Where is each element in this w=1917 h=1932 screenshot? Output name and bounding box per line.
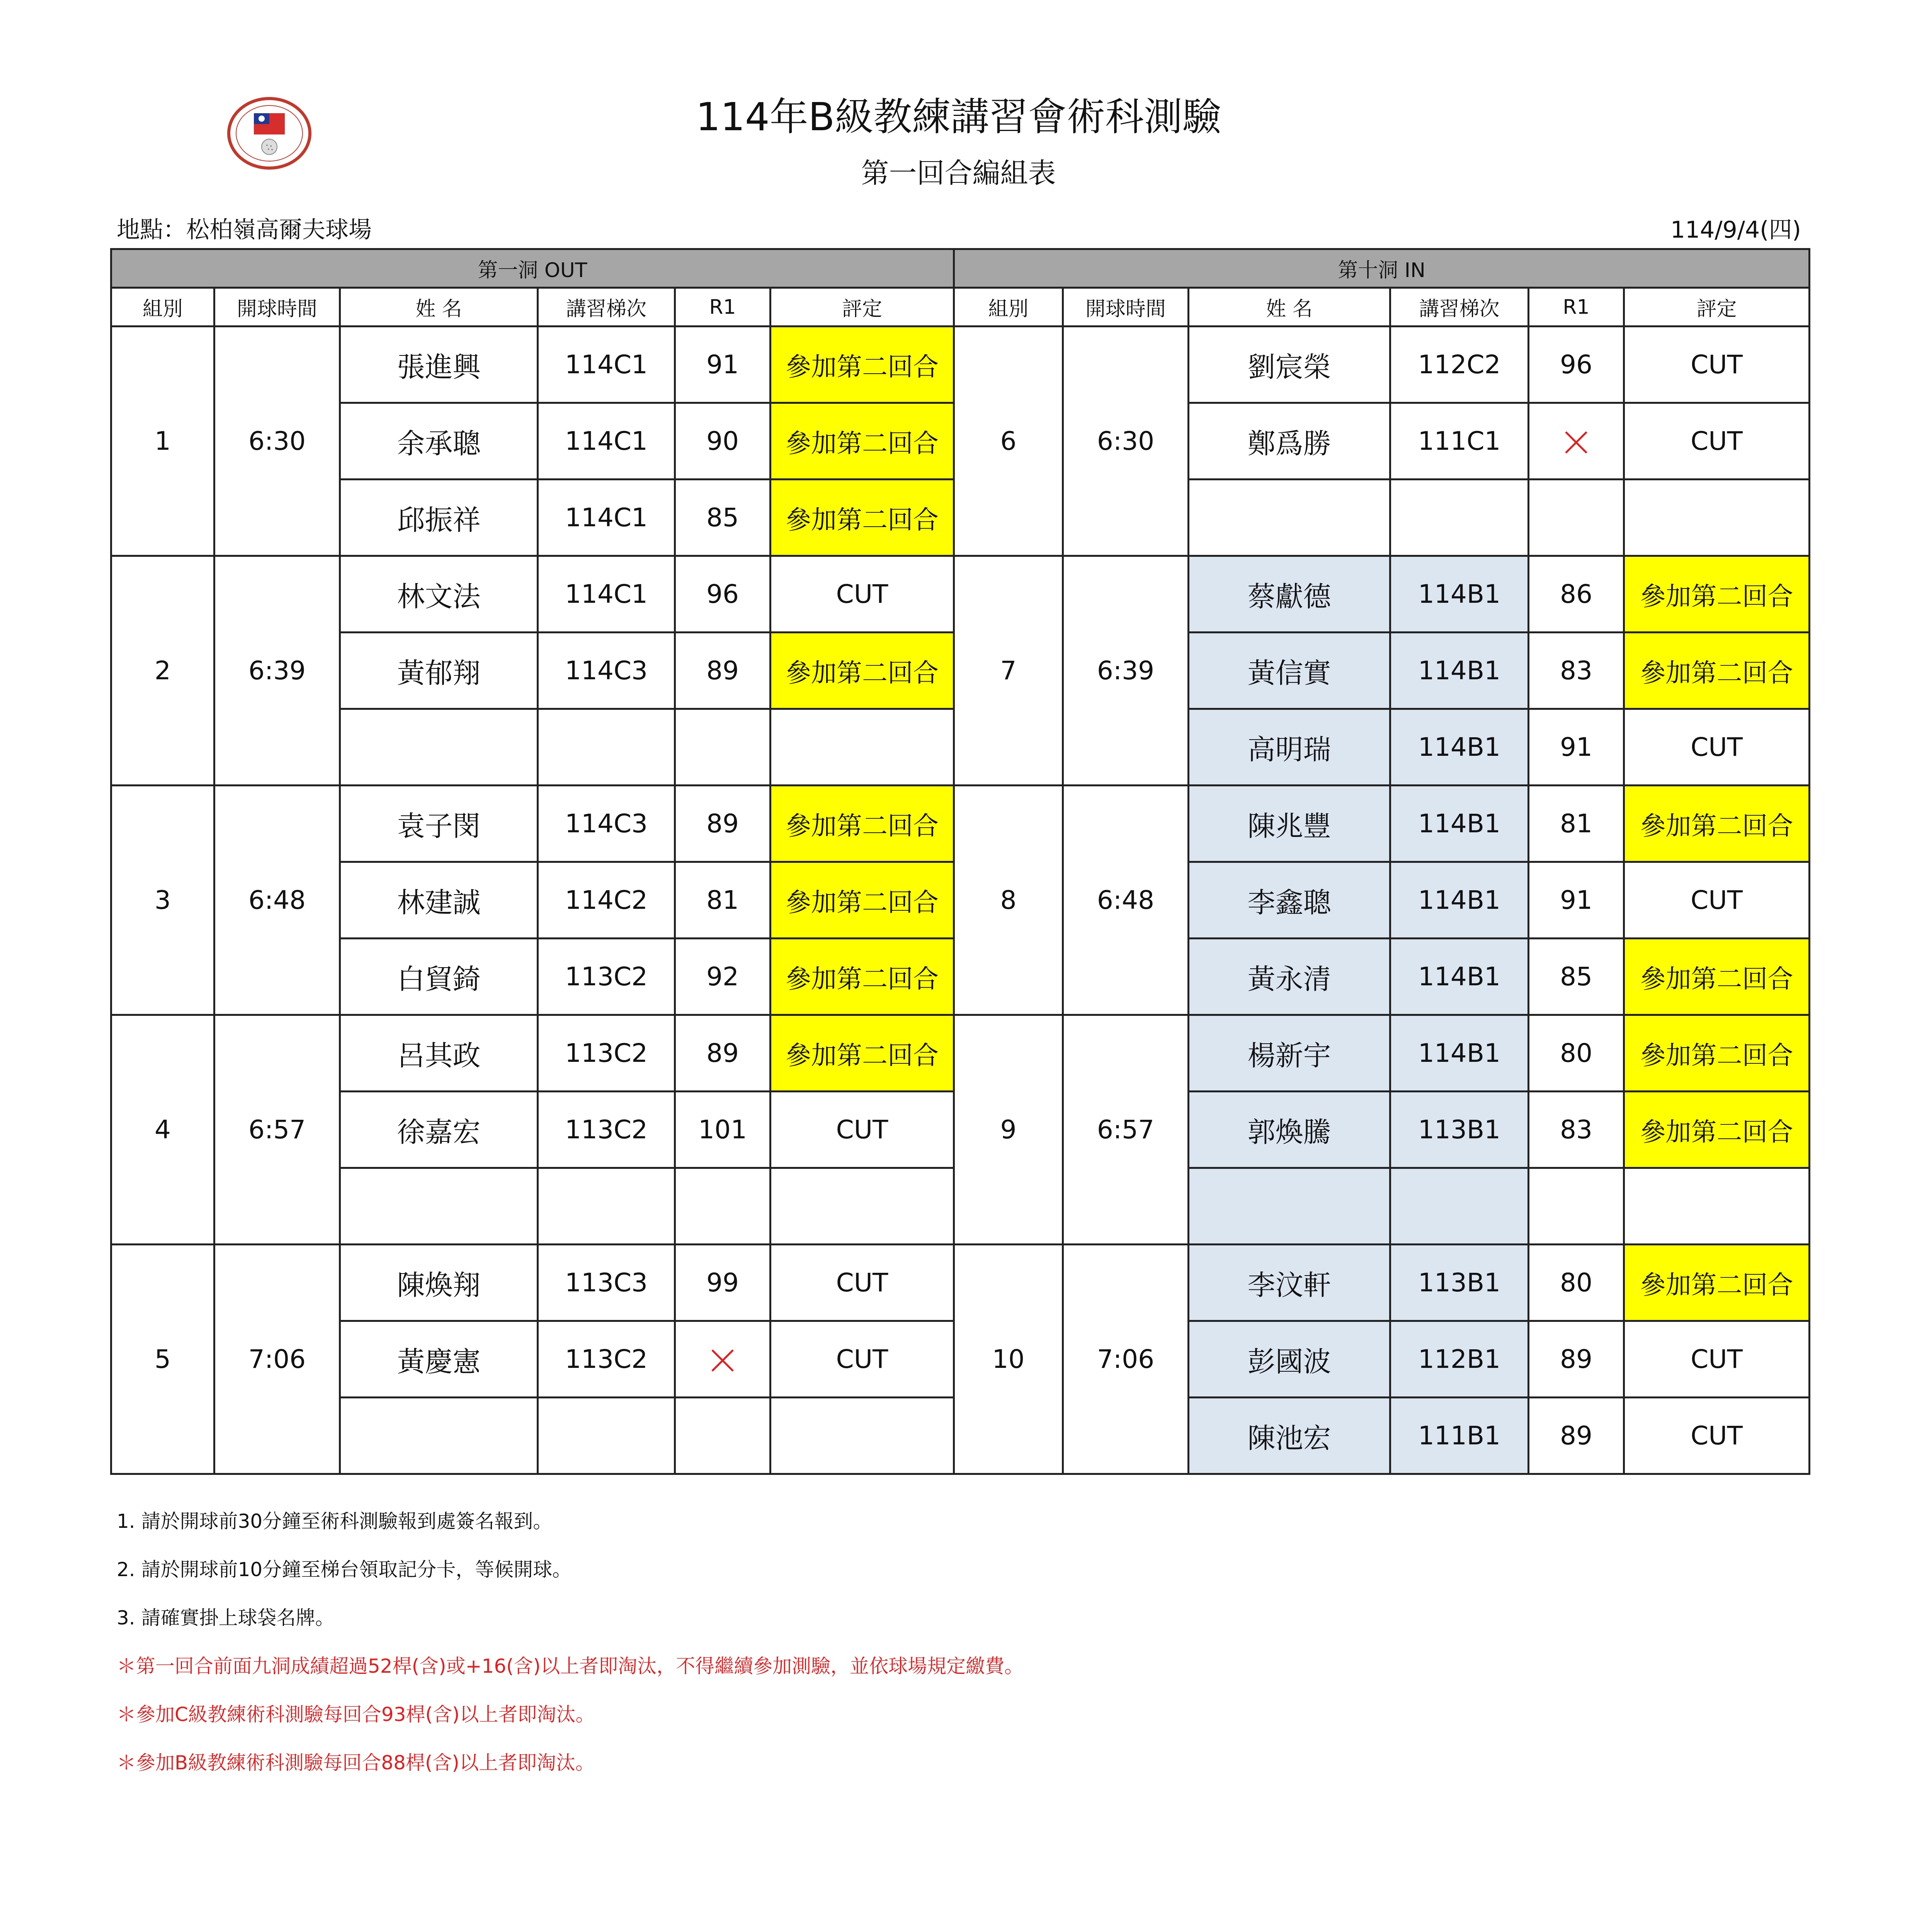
player-result: 參加第二回合: [771, 327, 954, 403]
tee-time: 6:39: [214, 556, 340, 786]
player-batch: 112B1: [1390, 1321, 1529, 1398]
player-r1-score: 89: [675, 786, 771, 862]
player-r1-score: 89: [675, 1015, 771, 1092]
player-name: 郭煥騰: [1189, 1092, 1390, 1168]
tee-time: 7:06: [214, 1245, 340, 1474]
tee-time: 6:57: [214, 1015, 340, 1245]
player-name: 黃郁翔: [340, 633, 538, 709]
venue-label: 地點：松柏嶺高爾夫球場: [117, 216, 372, 243]
player-result: [771, 1398, 954, 1474]
player-r1-score: 91: [1529, 862, 1624, 939]
player-name: 彭國波: [1189, 1321, 1390, 1398]
player-result: 參加第二回合: [1624, 786, 1810, 862]
red-note-item: ＊第一回合前面九洞成績超過52桿(含)或+16(含)以上者即淘汰，不得繼續參加測驗，並依球場規定繳費。: [117, 1655, 1024, 1677]
player-r1-score: 91: [1529, 709, 1624, 786]
player-result: 參加第二回合: [771, 403, 954, 480]
player-r1-score: 83: [1529, 633, 1624, 709]
player-name: 徐嘉宏: [340, 1092, 538, 1168]
player-result: [1624, 1168, 1810, 1245]
player-name: 張進興: [340, 327, 538, 403]
tee-time: 6:30: [1063, 327, 1189, 556]
player-r1-score: 86: [1529, 556, 1624, 633]
player-batch: 114C1: [538, 327, 675, 403]
player-batch: 113B1: [1390, 1092, 1529, 1168]
player-name: 呂其政: [340, 1015, 538, 1092]
player-batch: 114B1: [1390, 1015, 1529, 1092]
player-r1-score: 89: [1529, 1321, 1624, 1398]
player-r1-score: 81: [675, 862, 771, 939]
player-r1-score: 89: [1529, 1398, 1624, 1474]
col-header-name: 姓 名: [1189, 288, 1390, 327]
player-r1-score: 81: [1529, 786, 1624, 862]
column-header-row: [111, 288, 1810, 327]
player-result: 參加第二回合: [771, 939, 954, 1015]
group-number: 7: [954, 556, 1063, 786]
player-result: 參加第二回合: [1624, 1092, 1810, 1168]
player-batch: 114B1: [1390, 939, 1529, 1015]
player-result: CUT: [771, 1092, 954, 1168]
player-batch: [1390, 1168, 1529, 1245]
player-batch: [538, 709, 675, 786]
tee-time: 6:57: [1063, 1015, 1189, 1245]
player-result: 參加第二回合: [1624, 556, 1810, 633]
red-note-item: ＊參加C級教練術科測驗每回合93桿(含)以上者即淘汰。: [117, 1703, 595, 1726]
player-batch: 113C3: [538, 1245, 675, 1321]
player-batch: 114C2: [538, 862, 675, 939]
player-batch: 114B1: [1390, 556, 1529, 633]
player-name: [1189, 480, 1390, 556]
note-item: 1. 請於開球前30分鐘至術科測驗報到處簽名報到。: [117, 1510, 553, 1532]
player-result: 參加第二回合: [771, 786, 954, 862]
col-header-name: 姓 名: [340, 288, 538, 327]
player-name: 白貿錡: [340, 939, 538, 1015]
player-r1-score: 85: [675, 480, 771, 556]
table-row: [111, 556, 1810, 633]
player-batch: 113C2: [538, 939, 675, 1015]
player-name: [340, 1398, 538, 1474]
col-header-batch: 講習梯次: [1390, 288, 1529, 327]
player-batch: 112C2: [1390, 327, 1529, 403]
group-number: 8: [954, 786, 1063, 1015]
player-r1-score: 89: [675, 633, 771, 709]
player-result: CUT: [771, 1245, 954, 1321]
group-number: 4: [111, 1015, 214, 1245]
player-batch: 114B1: [1390, 709, 1529, 786]
col-header-result: 評定: [1624, 288, 1810, 327]
player-result: 參加第二回合: [1624, 939, 1810, 1015]
player-result: [771, 709, 954, 786]
section-out-header: 第一洞 OUT: [111, 249, 954, 288]
date-label: 114/9/4(四): [1670, 216, 1801, 243]
table-row: [111, 327, 1810, 403]
player-name: [1189, 1168, 1390, 1245]
player-name: 劉宸榮: [1189, 327, 1390, 403]
player-r1-score: 80: [1529, 1245, 1624, 1321]
player-r1-score: [1529, 480, 1624, 556]
player-r1-score: 96: [675, 556, 771, 633]
player-result: CUT: [771, 1321, 954, 1398]
player-batch: 114B1: [1390, 862, 1529, 939]
player-r1-score: 83: [1529, 1092, 1624, 1168]
red-note-item: ＊參加B級教練術科測驗每回合88桿(含)以上者即淘汰。: [117, 1752, 595, 1774]
player-result: CUT: [1624, 862, 1810, 939]
note-item: 3. 請確實掛上球袋名牌。: [117, 1607, 335, 1629]
player-r1-score: 91: [675, 327, 771, 403]
player-r1-score: [1529, 403, 1624, 480]
player-name: 余承聰: [340, 403, 538, 480]
table-row: [111, 1245, 1810, 1321]
player-r1-score: [675, 709, 771, 786]
player-name: 鄭爲勝: [1189, 403, 1390, 480]
player-batch: 114B1: [1390, 786, 1529, 862]
group-number: 2: [111, 556, 214, 786]
player-result: CUT: [771, 556, 954, 633]
player-result: 參加第二回合: [771, 862, 954, 939]
col-header-r1: R1: [1529, 288, 1624, 327]
player-batch: [538, 1168, 675, 1245]
player-batch: 113C2: [538, 1092, 675, 1168]
player-batch: 113C2: [538, 1015, 675, 1092]
player-result: [1624, 480, 1810, 556]
player-name: 陳兆豐: [1189, 786, 1390, 862]
player-name: 高明瑞: [1189, 709, 1390, 786]
tee-time: 6:48: [214, 786, 340, 1015]
player-batch: 113B1: [1390, 1245, 1529, 1321]
tee-time: 6:30: [214, 327, 340, 556]
player-name: 陳煥翔: [340, 1245, 538, 1321]
player-batch: 111B1: [1390, 1398, 1529, 1474]
player-batch: 114B1: [1390, 633, 1529, 709]
player-batch: 114C1: [538, 480, 675, 556]
player-result: 參加第二回合: [1624, 1015, 1810, 1092]
player-result: CUT: [1624, 1398, 1810, 1474]
group-number: 6: [954, 327, 1063, 556]
col-header-tee-time: 開球時間: [1063, 288, 1189, 327]
player-result: 參加第二回合: [771, 1015, 954, 1092]
player-batch: 113C2: [538, 1321, 675, 1398]
group-number: 3: [111, 786, 214, 1015]
player-result: 參加第二回合: [771, 633, 954, 709]
player-batch: 114C3: [538, 786, 675, 862]
player-name: 黃信實: [1189, 633, 1390, 709]
page-subtitle: 第一回合編組表: [861, 157, 1056, 189]
player-result: CUT: [1624, 327, 1810, 403]
col-header-r1: R1: [675, 288, 771, 327]
player-result: [771, 1168, 954, 1245]
table-row: [111, 1015, 1810, 1092]
col-header-result: 評定: [771, 288, 954, 327]
player-r1-score: [1529, 1168, 1624, 1245]
withdrawn-x-icon: [709, 1347, 736, 1374]
player-batch: 114C1: [538, 556, 675, 633]
player-batch: [538, 1398, 675, 1474]
col-header-group: 組別: [954, 288, 1063, 327]
player-name: 李汶軒: [1189, 1245, 1390, 1321]
notes-section: [117, 1497, 1778, 1787]
group-number: 9: [954, 1015, 1063, 1245]
player-name: 楊新宇: [1189, 1015, 1390, 1092]
group-number: 5: [111, 1245, 214, 1474]
group-number: 10: [954, 1245, 1063, 1474]
withdrawn-x-icon: [1563, 429, 1590, 456]
group-number: 1: [111, 327, 214, 556]
player-name: 黃永清: [1189, 939, 1390, 1015]
player-result: CUT: [1624, 709, 1810, 786]
player-r1-score: 99: [675, 1245, 771, 1321]
page-title: 114年B級教練講習會術科測驗: [696, 94, 1221, 139]
player-result: CUT: [1624, 1321, 1810, 1398]
player-r1-score: 96: [1529, 327, 1624, 403]
player-r1-score: 90: [675, 403, 771, 480]
player-name: 黃慶憲: [340, 1321, 538, 1398]
player-name: 陳池宏: [1189, 1398, 1390, 1474]
tee-time: 7:06: [1063, 1245, 1189, 1474]
section-header-row: [111, 249, 1810, 288]
player-name: [340, 709, 538, 786]
player-batch: [1390, 480, 1529, 556]
player-name: 林建誠: [340, 862, 538, 939]
player-r1-score: [675, 1398, 771, 1474]
table-row: [111, 786, 1810, 862]
player-result: 參加第二回合: [1624, 633, 1810, 709]
tee-time: 6:39: [1063, 556, 1189, 786]
col-header-tee-time: 開球時間: [214, 288, 340, 327]
player-result: 參加第二回合: [771, 480, 954, 556]
section-in-header: 第十洞 IN: [954, 249, 1810, 288]
player-name: [340, 1168, 538, 1245]
player-name: 邱振祥: [340, 480, 538, 556]
player-name: 林文法: [340, 556, 538, 633]
player-name: 蔡獻德: [1189, 556, 1390, 633]
player-r1-score: 101: [675, 1092, 771, 1168]
player-r1-score: [675, 1168, 771, 1245]
player-batch: 114C3: [538, 633, 675, 709]
grouping-table: [110, 248, 1810, 1475]
player-result: 參加第二回合: [1624, 1245, 1810, 1321]
player-r1-score: 85: [1529, 939, 1624, 1015]
player-r1-score: 92: [675, 939, 771, 1015]
player-r1-score: [675, 1321, 771, 1398]
col-header-batch: 講習梯次: [538, 288, 675, 327]
player-name: 袁子閔: [340, 786, 538, 862]
note-item: 2. 請於開球前10分鐘至梯台領取記分卡，等候開球。: [117, 1558, 572, 1581]
player-result: CUT: [1624, 403, 1810, 480]
player-batch: 111C1: [1390, 403, 1529, 480]
tee-time: 6:48: [1063, 786, 1189, 1015]
player-r1-score: 80: [1529, 1015, 1624, 1092]
player-name: 李鑫聰: [1189, 862, 1390, 939]
col-header-group: 組別: [111, 288, 214, 327]
player-batch: 114C1: [538, 403, 675, 480]
